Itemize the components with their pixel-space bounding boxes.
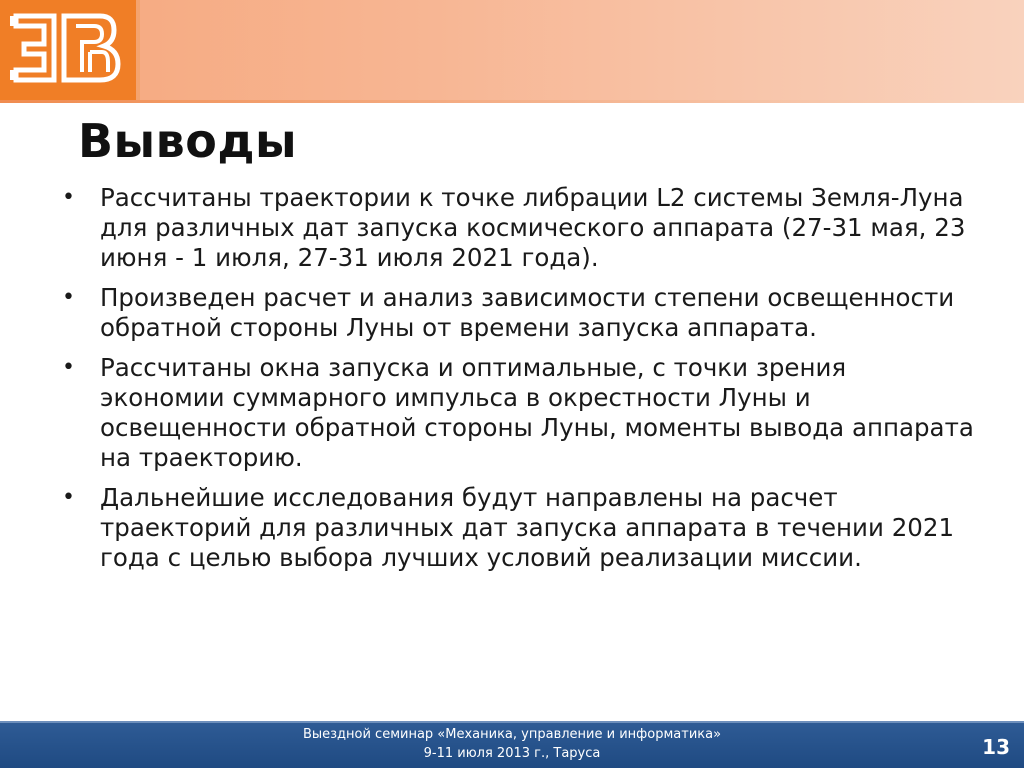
- header-divider: [0, 100, 1024, 103]
- bullet-icon: •: [62, 185, 75, 210]
- list-item-text: Дальнейшие исследования будут направлены на расчет траекторий для различных дат запуска аппарата в течении 2021 года с целью выбора лучших условий реализации миссии.: [100, 483, 955, 572]
- page-number: 13: [982, 735, 1010, 759]
- slide-title: Выводы: [78, 114, 298, 168]
- institute-logo-icon: [10, 12, 122, 84]
- bullet-icon: •: [62, 355, 75, 380]
- bullet-icon: •: [62, 285, 75, 310]
- list-item: [58, 283, 978, 343]
- list-item-text: Рассчитаны траектории к точке либрации L2 системы Земля-Луна для различных дат запуска космического аппарата (27-31 мая, 23 июня - 1 июля, 27-31 июля 2021 года).: [100, 183, 966, 272]
- header-band: [0, 0, 1024, 100]
- footer: [0, 721, 1024, 768]
- list-item: [58, 183, 978, 273]
- list-item: [58, 353, 978, 473]
- bullet-icon: •: [62, 485, 75, 510]
- logo-separator: [136, 0, 140, 100]
- conclusions-list: [58, 183, 978, 583]
- footer-seminar-title: Выездной семинар «Механика, управление и информатика»: [302, 727, 722, 742]
- footer-date-location: 9-11 июля 2013 г., Таруса: [423, 746, 601, 761]
- logo: [0, 0, 136, 100]
- list-item-text: Произведен расчет и анализ зависимости степени освещенности обратной стороны Луны от времени запуска аппарата.: [100, 283, 955, 342]
- list-item: [58, 483, 978, 573]
- list-item-text: Рассчитаны окна запуска и оптимальные, с точки зрения экономии суммарного импульса в окрестности Луны и освещенности обратной стороны Луны, моменты вывода аппарата на траекторию.: [100, 353, 974, 472]
